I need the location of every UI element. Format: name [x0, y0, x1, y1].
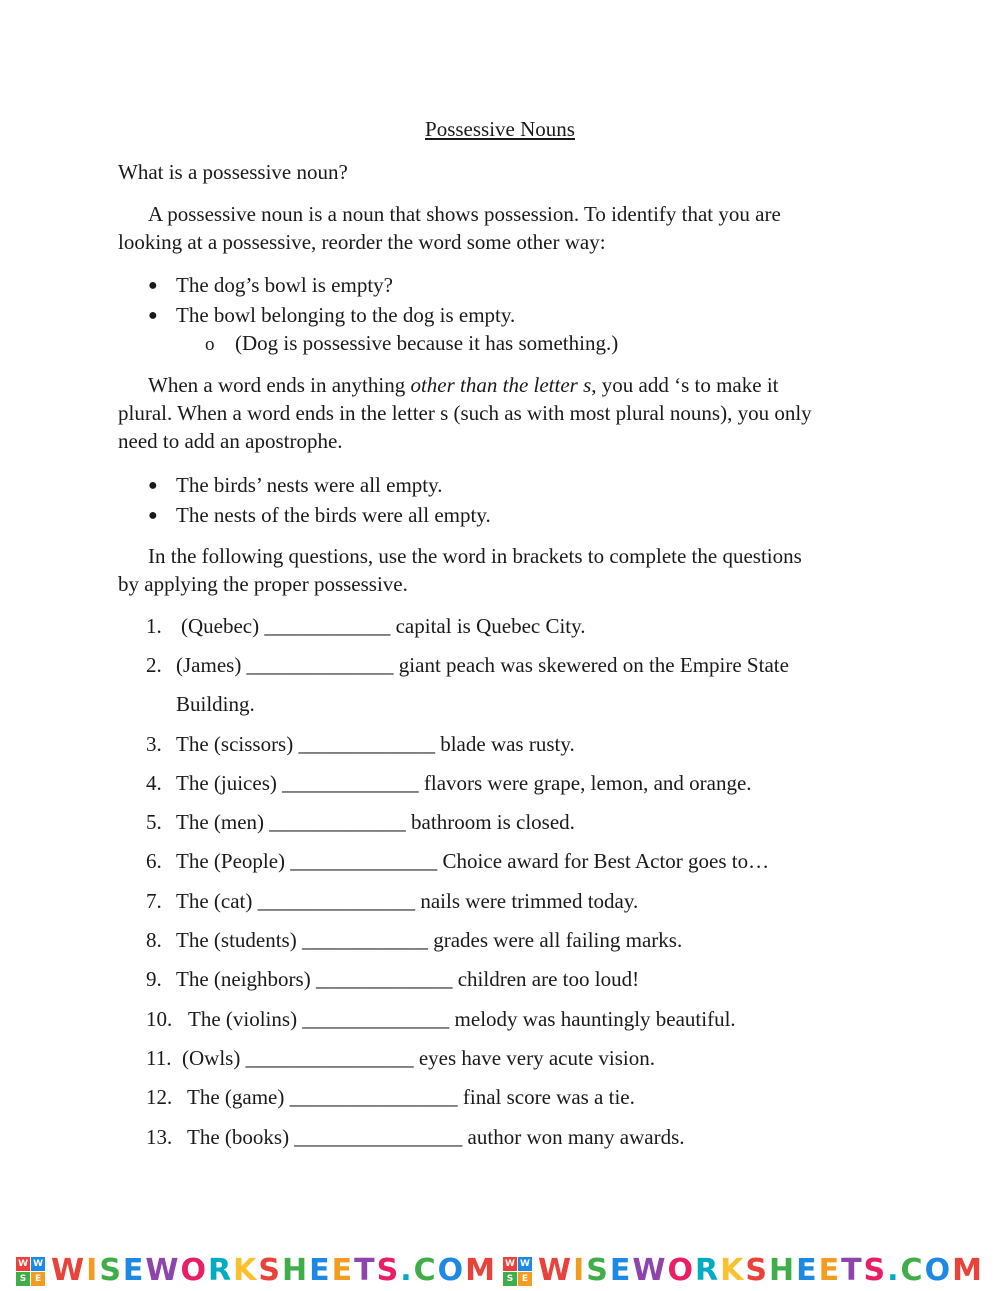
watermark-text: WISEWORKSHEETS.COM	[538, 1253, 984, 1288]
intro-line-1: A possessive noun is a noun that shows possession. To identify that you are	[148, 202, 781, 226]
question-item: 1. (Quebec) ____________ capital is Quebec City.	[146, 614, 586, 638]
wiseworksheets-logo-icon: W W S E	[503, 1257, 532, 1286]
page-title: Possessive Nouns	[425, 117, 575, 141]
question-item: 10. The (violins) ______________ melody was hauntingly beautiful.	[146, 1007, 736, 1031]
sub-example: o (Dog is possessive because it has something.)	[205, 329, 618, 359]
watermark-text: WISEWORKSHEETS.COM	[51, 1253, 497, 1288]
wiseworksheets-logo-icon: W W S E	[16, 1257, 45, 1286]
bullet-icon: ●	[148, 477, 158, 494]
question-item: 9. The (neighbors) _____________ children are too loud!	[146, 967, 640, 991]
rule-line-2: plural. When a word ends in the letter s (such as with most plural nouns), you only	[118, 401, 812, 425]
bullet-icon: ●	[148, 507, 158, 524]
example-bullet-1: ● The dog’s bowl is empty?	[148, 271, 393, 300]
watermark-footer	[0, 1254, 1000, 1288]
bullet-icon: ●	[148, 307, 158, 324]
question-item: 13. The (books) ________________ author won many awards.	[146, 1125, 685, 1149]
question-item: 11. (Owls) ________________ eyes have very acute vision.	[146, 1046, 655, 1070]
example-bullet-2: ● The bowl belonging to the dog is empty.	[148, 301, 515, 330]
question-continuation: Building.	[176, 692, 255, 716]
question-item: 2. (James) ______________ giant peach was skewered on the Empire State	[146, 653, 789, 677]
question-item: 5. The (men) _____________ bathroom is closed.	[146, 810, 575, 834]
example-bullet-4: ● The nests of the birds were all empty.	[148, 501, 491, 530]
example-bullet-3: ● The birds’ nests were all empty.	[148, 471, 443, 500]
rule-line-1: When a word ends in anything other than the letter s, you add ‘s to make it	[148, 373, 779, 397]
instructions-line-2: by applying the proper possessive.	[118, 572, 408, 596]
question-heading: What is a possessive noun?	[118, 160, 348, 184]
question-item: 7. The (cat) _______________ nails were trimmed today.	[146, 889, 639, 913]
question-item: 3. The (scissors) _____________ blade was rusty.	[146, 732, 575, 756]
rule-line-3: need to add an apostrophe.	[118, 429, 343, 453]
bullet-icon: ●	[148, 277, 158, 294]
question-item: 6. The (People) ______________ Choice award for Best Actor goes to…	[146, 849, 770, 873]
question-item: 8. The (students) ____________ grades were all failing marks.	[146, 928, 683, 952]
instructions-line-1: In the following questions, use the word in brackets to complete the questions	[148, 544, 802, 568]
question-item: 12. The (game) ________________ final score was a tie.	[146, 1085, 635, 1109]
question-item: 4. The (juices) _____________ flavors were grape, lemon, and orange.	[146, 771, 752, 795]
hollow-bullet-icon: o	[205, 334, 215, 355]
intro-line-2: looking at a possessive, reorder the word some other way:	[118, 230, 606, 254]
